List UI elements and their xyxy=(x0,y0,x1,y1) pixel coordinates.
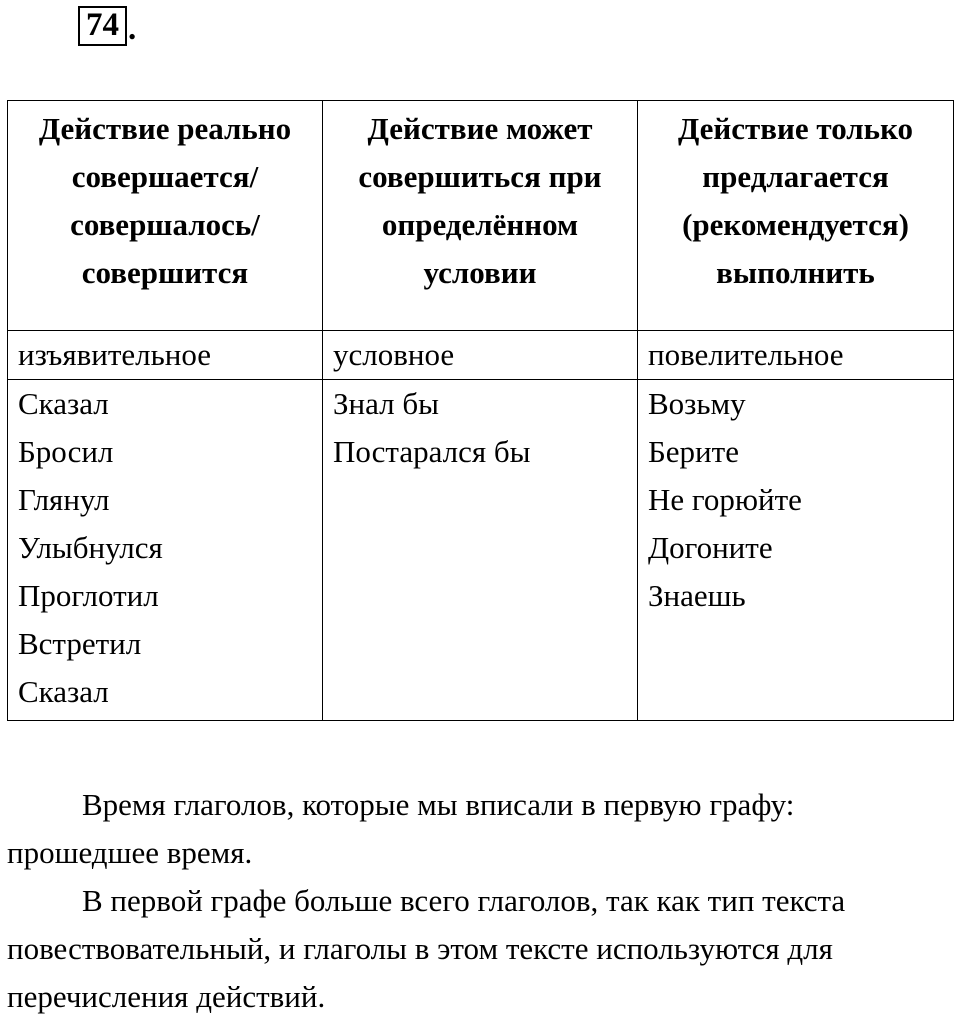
verb-item: Постарался бы xyxy=(333,434,531,469)
verb-item: Улыбнулся xyxy=(18,530,163,565)
mood-conditional: условное xyxy=(323,331,638,380)
mood-row xyxy=(8,331,954,380)
verb-item: Догоните xyxy=(648,530,773,565)
paragraph-tense: Время глаголов, которые мы вписали в первую графу: прошедшее время. xyxy=(7,787,795,870)
mood-indicative: изъявительное xyxy=(8,331,323,380)
verb-mood-table xyxy=(7,100,954,721)
header-indicative: Действие реально совершается/ совершалось/ совершится xyxy=(8,101,323,331)
header-conditional: Действие может совершиться при определённом условии xyxy=(323,101,638,331)
verb-item: Сказал xyxy=(18,674,109,709)
verb-item: Проглотил xyxy=(18,578,159,613)
paragraph-explanation: В первой графе больше всего глаголов, так как тип текста повествовательный, и глаголы в этом тексте используются для перечисления действий. xyxy=(7,883,846,1014)
verb-item: Сказал xyxy=(18,386,109,421)
verbs-imperative xyxy=(638,380,954,721)
header-row xyxy=(8,101,954,331)
verb-item: Знал бы xyxy=(333,386,439,421)
task-number-dot: . xyxy=(128,11,137,47)
verbs-row xyxy=(8,380,954,721)
verbs-indicative xyxy=(8,380,323,721)
verb-item: Берите xyxy=(648,434,739,469)
verb-item: Возьму xyxy=(648,386,746,421)
verb-item: Бросил xyxy=(18,434,114,469)
header-imperative: Действие только предлагается (рекомендуется) выполнить xyxy=(638,101,954,331)
verb-item: Встретил xyxy=(18,626,142,661)
verb-item: Знаешь xyxy=(648,578,746,613)
verbs-conditional xyxy=(323,380,638,721)
task-number xyxy=(78,6,136,46)
task-number-box: 74 xyxy=(78,6,127,46)
verb-item: Глянул xyxy=(18,482,110,517)
answer-text xyxy=(7,781,947,1021)
verb-item: Не горюйте xyxy=(648,482,802,517)
mood-imperative: повелительное xyxy=(638,331,954,380)
